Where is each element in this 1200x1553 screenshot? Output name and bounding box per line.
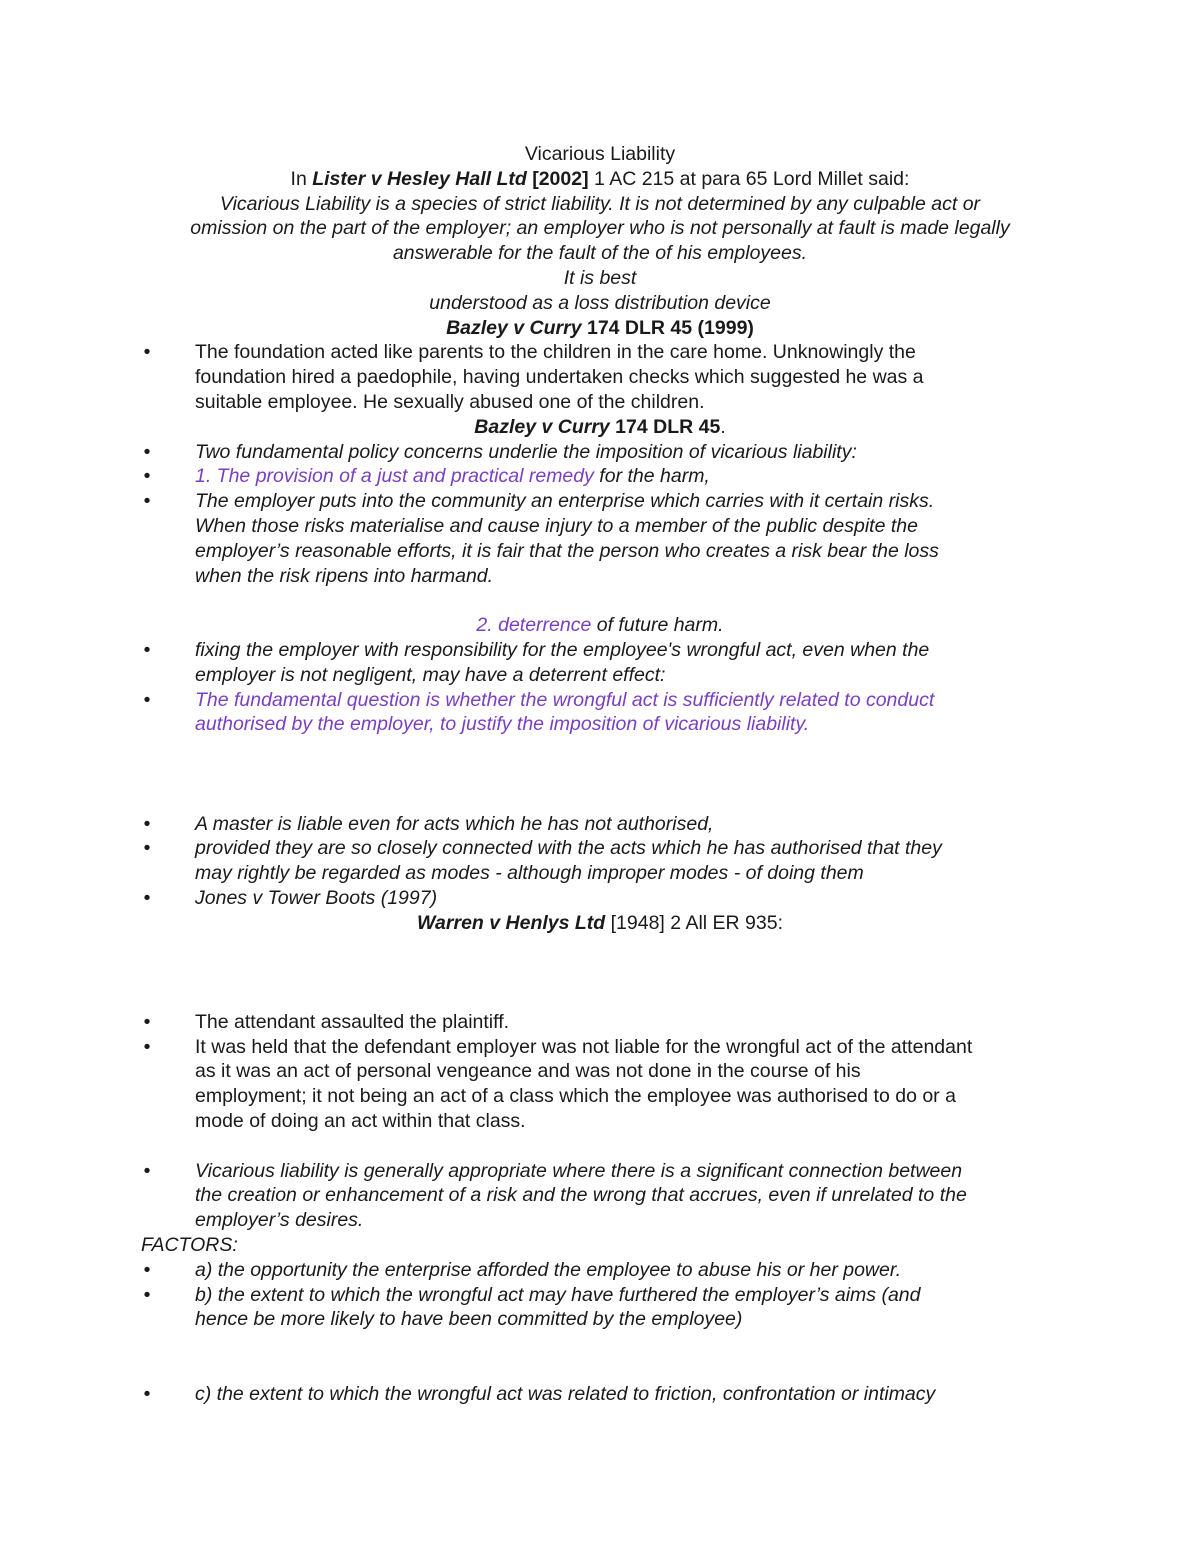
page-title: Vicarious Liability — [524, 143, 676, 165]
bullet-icon: • — [143, 1258, 151, 1281]
bullet-icon: • — [143, 341, 151, 364]
quote-line: It is best — [563, 266, 637, 289]
spacer — [0, 1134, 1200, 1159]
deterrence-heading: 2. deterrence of future harm. — [476, 614, 724, 637]
list-item: • b) the extent to which the wrongful act may have furthered the employer’s aims (and — [0, 1283, 1200, 1308]
factors-heading: FACTORS: — [141, 1234, 238, 1257]
spacer — [0, 1332, 1200, 1357]
quote-line: omission on the part of the employer; an employer who is not personally at fault is made legally — [190, 217, 1010, 240]
bullet-icon: • — [143, 1283, 151, 1306]
spacer — [0, 936, 1200, 961]
list-item: • c) the extent to which the wrongful act was related to friction, confrontation or intimacy — [0, 1382, 1200, 1407]
list-item-continuation: foundation hired a paedophile, having undertaken checks which suggested he was a — [195, 366, 924, 389]
list-item-continuation: suitable employee. He sexually abused one of the children. — [195, 390, 705, 413]
bazley-heading: Bazley v Curry 174 DLR 45. — [474, 415, 726, 438]
spacer — [0, 787, 1200, 812]
bullet-icon: • — [143, 490, 151, 513]
list-item-continuation: as it was an act of personal vengeance and was not done in the course of his — [195, 1060, 861, 1083]
document-body — [0, 142, 1200, 1407]
case-name: Warren v Henlys Ltd — [417, 911, 606, 934]
spacer — [0, 1357, 1200, 1382]
list-item-continuation: employer’s desires. — [195, 1209, 364, 1232]
spacer — [0, 762, 1200, 787]
list-item: • Vicarious liability is generally appropriate where there is a significant connection between — [0, 1159, 1200, 1184]
case-name: Bazley v Curry — [446, 316, 582, 339]
list-item: • Two fundamental policy concerns underlie the imposition of vicarious liability: — [0, 440, 1200, 465]
case-name: Bazley v Curry — [474, 415, 610, 438]
spacer — [0, 985, 1200, 1010]
list-item-continuation: When those risks materialise and cause injury to a member of the public despite the — [195, 514, 918, 537]
list-item: • The foundation acted like parents to the children in the care home. Unknowingly the — [0, 340, 1200, 365]
warren-heading: Warren v Henlys Ltd [1948] 2 All ER 935: — [417, 911, 783, 934]
quote-line: understood as a loss distribution device — [429, 291, 771, 314]
bazley-heading: Bazley v Curry 174 DLR 45 (1999) — [446, 316, 754, 339]
bullet-icon: • — [143, 638, 151, 661]
bullet-icon: • — [143, 812, 151, 835]
list-item: • The fundamental question is whether the wrongful act is sufficiently related to conduct — [0, 688, 1200, 713]
bullet-icon: • — [143, 465, 151, 488]
list-item: • A master is liable even for acts which he has not authorised, — [0, 812, 1200, 837]
bullet-icon: • — [143, 837, 151, 860]
list-item-continuation: when the risk ripens into harmand. — [195, 564, 494, 587]
spacer — [0, 960, 1200, 985]
quote-line: Vicarious Liability is a species of strict liability. It is not determined by any culpable act or — [219, 192, 981, 215]
list-item-continuation: the creation or enhancement of a risk and the wrong that accrues, even if unrelated to the — [195, 1184, 967, 1207]
list-item: • provided they are so closely connected with the acts which he has authorised that they — [0, 836, 1200, 861]
list-item-continuation: may rightly be regarded as modes - although improper modes - of doing them — [195, 862, 864, 885]
bullet-icon: • — [143, 1010, 151, 1033]
list-item-continuation: hence be more likely to have been committed by the employee) — [195, 1308, 743, 1331]
list-item: • a) the opportunity the enterprise afforded the employee to abuse his or her power. — [0, 1258, 1200, 1283]
spacer — [0, 588, 1200, 613]
list-item-continuation: mode of doing an act within that class. — [195, 1110, 526, 1133]
list-item: • 1. The provision of a just and practical remedy for the harm, — [0, 464, 1200, 489]
list-item-continuation: employer is not negligent, may have a deterrent effect: — [195, 663, 666, 686]
list-item-continuation: authorised by the employer, to justify the imposition of vicarious liability. — [195, 713, 810, 736]
list-item: • The attendant assaulted the plaintiff. — [0, 1010, 1200, 1035]
list-item: • fixing the employer with responsibility for the employee's wrongful act, even when the — [0, 638, 1200, 663]
bullet-icon: • — [143, 440, 151, 463]
list-item-continuation: employer’s reasonable efforts, it is fair that the person who creates a risk bear the loss — [195, 539, 939, 562]
list-item: • It was held that the defendant employer was not liable for the wrongful act of the attendant — [0, 1035, 1200, 1060]
list-item-continuation: employment; it not being an act of a class which the employee was authorised to do or a — [195, 1085, 956, 1108]
case-name: Lister v Hesley Hall Ltd — [312, 167, 527, 190]
bullet-icon: • — [143, 1159, 151, 1182]
bullet-icon: • — [143, 886, 151, 909]
bullet-icon: • — [143, 1035, 151, 1058]
list-item: • Jones v Tower Boots (1997) — [0, 886, 1200, 911]
spacer — [0, 737, 1200, 762]
highlight-text: just and practical remedy — [377, 465, 594, 488]
bullet-icon: • — [143, 688, 151, 711]
lister-citation: In Lister v Hesley Hall Ltd [2002] 1 AC 215 at para 65 Lord Millet said: — [290, 167, 910, 190]
quote-line: answerable for the fault of the of his employees. — [392, 242, 808, 265]
bullet-icon: • — [143, 1382, 151, 1405]
list-item: • The employer puts into the community an enterprise which carries with it certain risks. — [0, 489, 1200, 514]
